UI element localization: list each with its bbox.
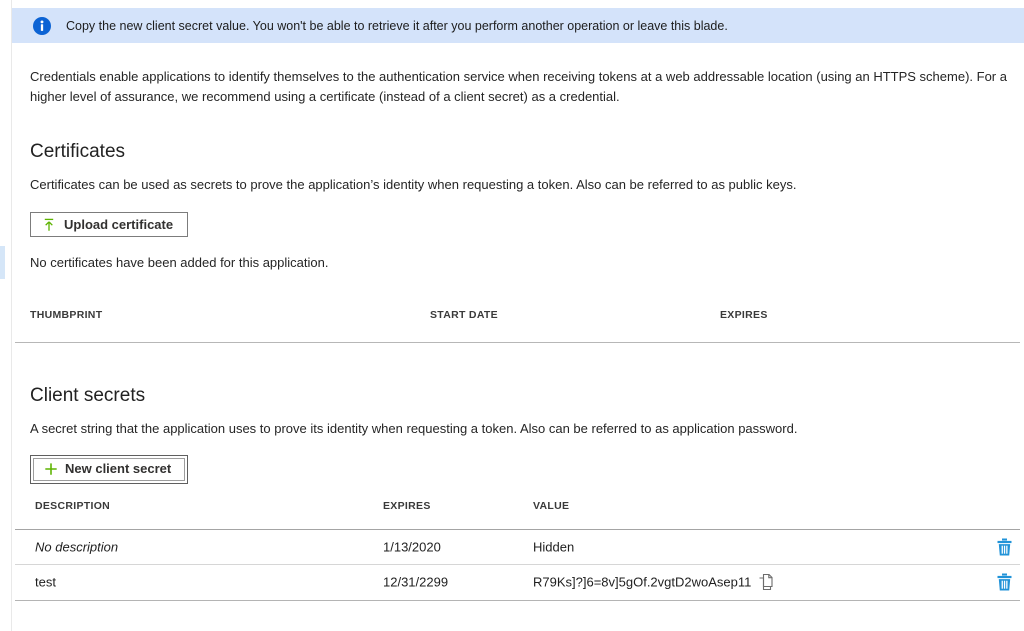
info-banner xyxy=(12,8,1024,43)
table-row xyxy=(15,530,1020,564)
new-client-secret-label: New client secret xyxy=(65,461,172,476)
upload-certificate-button[interactable] xyxy=(30,212,188,237)
column-header-expires: EXPIRES xyxy=(720,309,768,321)
upload-certificate-label: Upload certificate xyxy=(64,217,174,232)
credentials-intro-text: Credentials enable applications to identify themselves to the authentication service when receiving tokens at a web addressable location (using an HTTPS scheme). For a higher level of assurance, we recommend using a certificate (instead of a client secret) as a credential. xyxy=(30,69,1007,104)
secret-description: test xyxy=(35,574,56,590)
secret-value: R79Ks]?]6=8v]5gOf.2vgtD2woAsep11 xyxy=(533,574,752,590)
copy-value-button[interactable] xyxy=(758,574,773,591)
secret-description: No description xyxy=(35,539,119,555)
column-header-description: DESCRIPTION xyxy=(35,500,111,512)
column-header-thumbprint: THUMBPRINT xyxy=(30,309,103,321)
certificates-table-line xyxy=(15,342,1020,343)
column-header-value: VALUE xyxy=(533,500,570,512)
column-header-start-date: START DATE xyxy=(430,309,498,321)
trash-icon xyxy=(997,574,1012,591)
info-icon xyxy=(33,17,51,35)
client-secrets-description: A secret string that the application uses to prove its identity when requesting a token. Also can be referred to as application password. xyxy=(30,421,798,436)
no-certificates-message: No certificates have been added for this application. xyxy=(30,255,329,270)
delete-secret-button[interactable] xyxy=(997,574,1012,591)
blade-left-divider xyxy=(11,0,12,631)
banner-message: Copy the new client secret value. You won't be able to retrieve it after you perform another operation or leave this blade. xyxy=(66,18,728,33)
secret-value: Hidden xyxy=(533,539,575,555)
delete-secret-button[interactable] xyxy=(997,539,1012,556)
upload-icon xyxy=(42,218,56,232)
secret-expires: 1/13/2020 xyxy=(383,539,441,555)
certificates-description: Certificates can be used as secrets to prove the application’s identity when requesting a token. Also can be referred to as public keys. xyxy=(30,177,797,192)
client-secrets-section-title: Client secrets xyxy=(30,385,146,406)
new-client-secret-button[interactable] xyxy=(30,455,188,484)
trash-icon xyxy=(997,539,1012,556)
column-header-expires: EXPIRES xyxy=(383,500,431,512)
scrollbar-thumb[interactable] xyxy=(0,246,5,279)
table-bottom-line xyxy=(15,600,1020,601)
table-row xyxy=(15,564,1020,600)
copy-icon xyxy=(758,574,773,591)
secret-expires: 12/31/2299 xyxy=(383,574,449,590)
plus-icon xyxy=(44,462,58,476)
certificates-section-title: Certificates xyxy=(30,141,126,162)
